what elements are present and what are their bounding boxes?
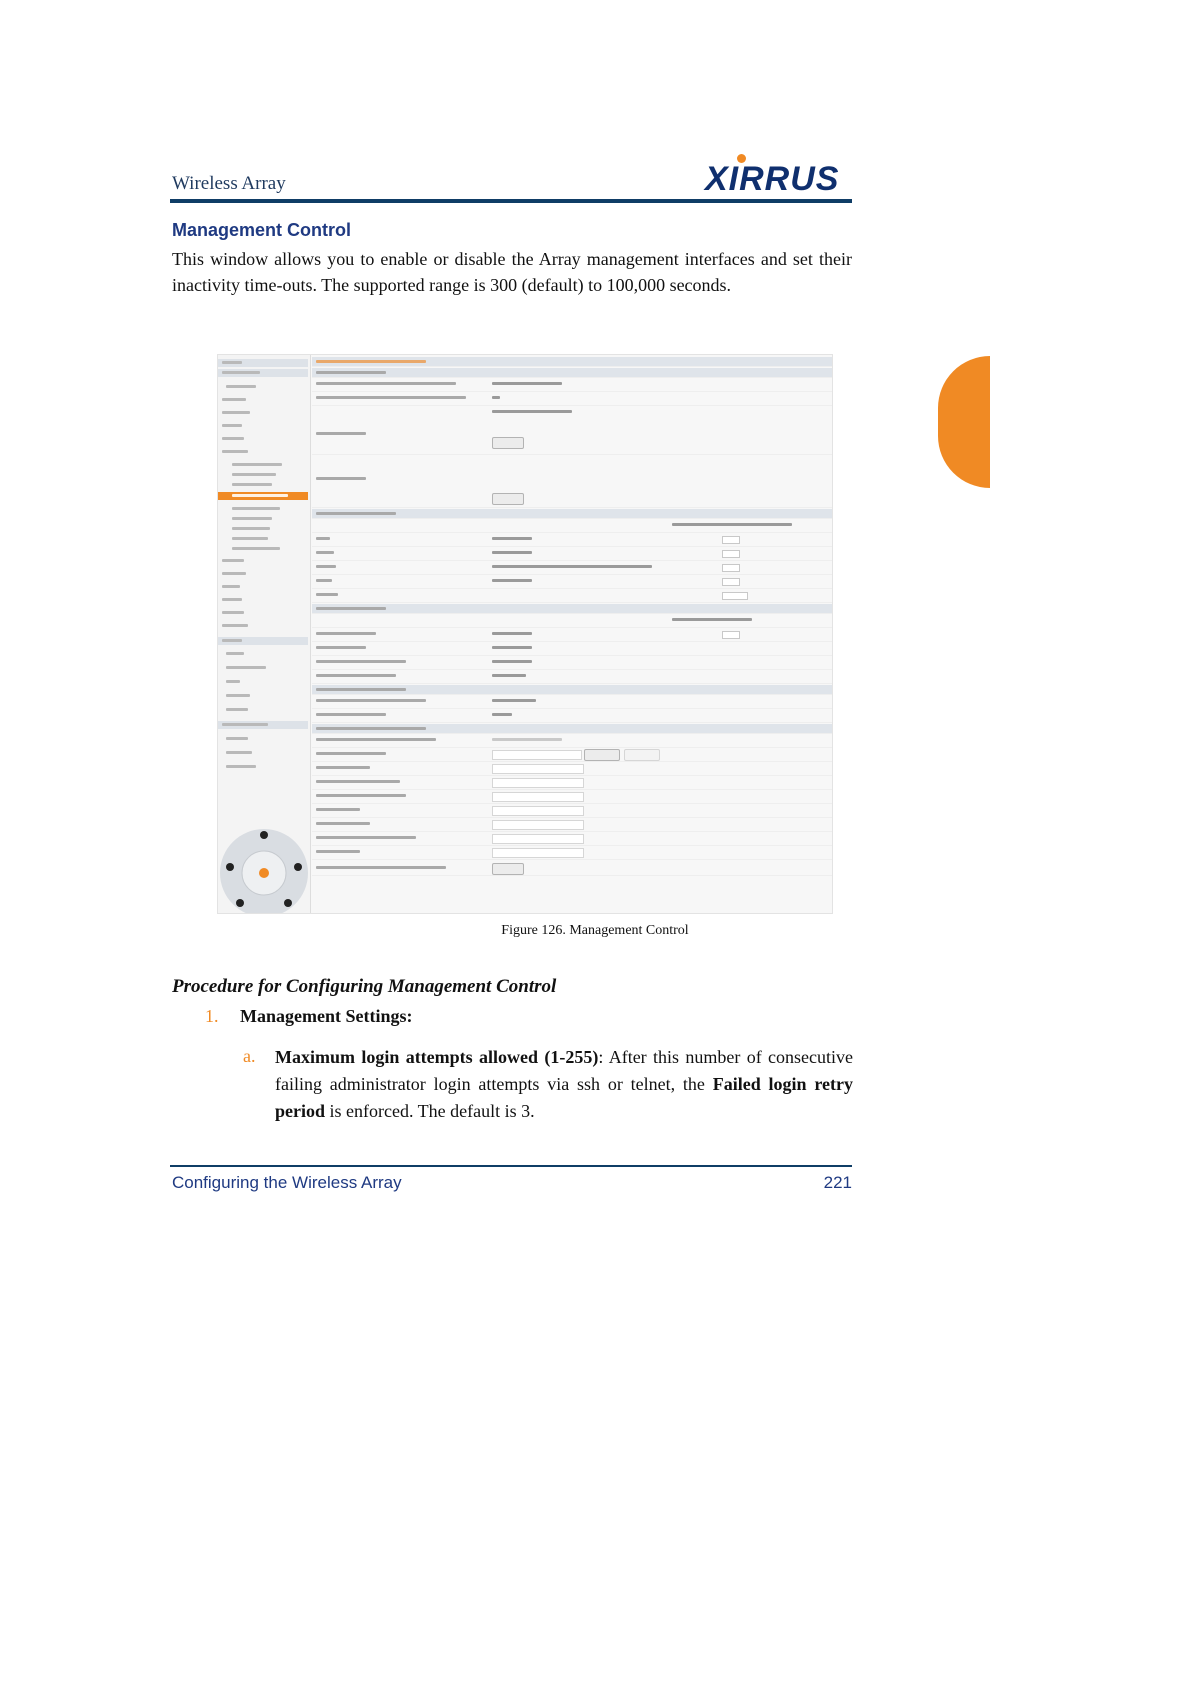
screenshot-nav-item	[218, 706, 308, 714]
screenshot-main-panel	[312, 355, 832, 913]
screenshot-nav-item	[218, 481, 308, 489]
screenshot-row	[312, 533, 832, 547]
screenshot-section-header	[312, 685, 832, 695]
screenshot-section-header	[312, 368, 832, 378]
screenshot-row	[312, 455, 832, 508]
management-control-screenshot	[217, 354, 833, 914]
screenshot-row	[312, 575, 832, 589]
header-rule	[170, 199, 852, 203]
screenshot-text-field	[492, 792, 584, 802]
screenshot-section-header	[312, 724, 832, 734]
section-title: Management Control	[172, 220, 352, 240]
screenshot-text-field	[492, 834, 584, 844]
screenshot-row	[312, 392, 832, 406]
screenshot-nav-item	[218, 505, 308, 513]
chapter-tab-marker	[938, 356, 990, 488]
screenshot-row	[312, 642, 832, 656]
screenshot-nav-item	[218, 461, 308, 469]
navigation-wheel-icon	[218, 827, 310, 913]
screenshot-nav-header	[218, 359, 308, 367]
screenshot-nav-item	[218, 609, 308, 617]
screenshot-row	[312, 695, 832, 709]
screenshot-row	[312, 519, 832, 533]
screenshot-text-field	[492, 778, 584, 788]
screenshot-nav-item	[218, 448, 308, 456]
screenshot-section-header	[312, 604, 832, 614]
xirrus-logo: XIRRUS	[705, 160, 840, 198]
step-number: 1.	[205, 1006, 219, 1026]
screenshot-row	[312, 628, 832, 642]
screenshot-nav-item	[218, 557, 308, 565]
screenshot-nav-item	[218, 763, 308, 771]
intro-paragraph: This window allows you to enable or disable the Array management interfaces and set their inactivity time-outs. The supported range is 300 (default) to 100,000 seconds.	[172, 249, 852, 295]
substep-body-2: is enforced. The default is 3.	[325, 1101, 535, 1121]
screenshot-nav-item	[218, 525, 308, 533]
screenshot-row	[312, 561, 832, 575]
screenshot-upload-button	[624, 749, 660, 761]
screenshot-nav-item	[218, 622, 308, 630]
screenshot-nav-item	[218, 396, 308, 404]
screenshot-nav-header	[218, 721, 308, 729]
substep-bold-term-2: Failed login retry period	[275, 1074, 853, 1121]
screenshot-create-button	[492, 863, 524, 875]
screenshot-nav-item	[218, 749, 308, 757]
screenshot-nav-header	[218, 637, 308, 645]
screenshot-nav-item	[218, 545, 308, 553]
screenshot-row	[312, 589, 832, 603]
screenshot-file-input	[492, 750, 582, 760]
substep-letter: a.	[243, 1046, 256, 1066]
screenshot-row	[312, 547, 832, 561]
procedure-title: Procedure for Configuring Management Control	[172, 976, 557, 997]
screenshot-text-field	[492, 806, 584, 816]
screenshot-row	[312, 406, 832, 455]
screenshot-nav-item	[218, 583, 308, 591]
screenshot-nav-header	[218, 369, 308, 377]
substep-body: : After this number of consecutive failing administrator login attempts via ssh or telnet, the	[275, 1047, 853, 1094]
screenshot-nav-item	[218, 650, 308, 658]
screenshot-nav-item	[218, 596, 308, 604]
screenshot-title-row	[312, 357, 832, 367]
screenshot-section-header	[312, 509, 832, 519]
screenshot-nav-item	[218, 515, 308, 523]
screenshot-submit-button	[492, 493, 524, 505]
screenshot-row	[312, 378, 832, 392]
screenshot-nav-item	[218, 535, 308, 543]
screenshot-row	[312, 734, 832, 748]
screenshot-nav-item	[218, 471, 308, 479]
page-number: 221	[823, 1173, 852, 1192]
screenshot-browse-button	[584, 749, 620, 761]
screenshot-text-field	[492, 848, 584, 858]
screenshot-row	[312, 709, 832, 723]
screenshot-nav-item	[218, 435, 308, 443]
screenshot-nav-item	[218, 409, 308, 417]
screenshot-nav-item	[218, 422, 308, 430]
screenshot-nav-item	[218, 678, 308, 686]
screenshot-row	[312, 656, 832, 670]
footer-rule	[170, 1165, 852, 1167]
screenshot-nav-item-selected	[218, 492, 308, 500]
screenshot-nav-item	[218, 383, 308, 391]
screenshot-nav-item	[218, 664, 308, 672]
screenshot-nav-item	[218, 735, 308, 743]
substep-bold-term: Maximum login attempts allowed (1-255)	[275, 1047, 599, 1067]
screenshot-text-field	[492, 820, 584, 830]
step-label: Management Settings:	[240, 1006, 413, 1026]
screenshot-nav-item	[218, 570, 308, 578]
screenshot-submit-button	[492, 437, 524, 449]
footer-chapter: Configuring the Wireless Array	[172, 1173, 402, 1192]
substep-text	[275, 1044, 853, 1125]
screenshot-text-field	[492, 764, 584, 774]
screenshot-row	[312, 862, 832, 876]
screenshot-nav-item	[218, 692, 308, 700]
screenshot-row	[312, 614, 832, 628]
screenshot-sidebar	[218, 355, 311, 913]
running-header: Wireless Array	[172, 173, 286, 194]
figure-caption: Figure 126. Management Control	[501, 923, 689, 938]
screenshot-row	[312, 670, 832, 684]
